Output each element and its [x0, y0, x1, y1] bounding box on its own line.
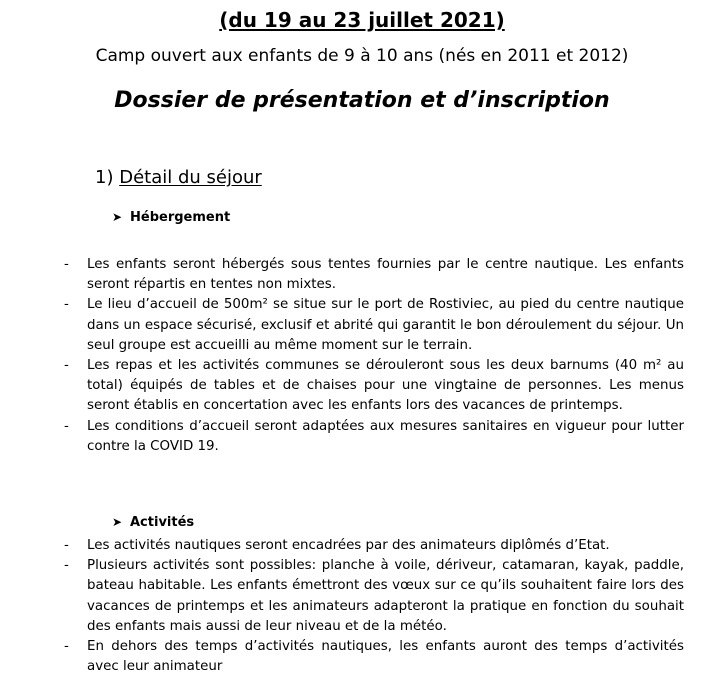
dash-bullet: - [64, 538, 69, 553]
list-item [60, 295, 684, 356]
subheading-hebergement-label: Hébergement [130, 210, 231, 225]
dash-bullet: - [64, 297, 69, 313]
arrow-bullet-icon: ➤ [112, 515, 123, 529]
list-item-text: En dehors des temps d’activités nautiques, les enfants auront des temps d’activités avec leur animateur [87, 639, 684, 675]
list-item-text: Les enfants seront hébergés sous tentes fournies par le centre nautique. Les enfants seront répartis en tentes non mixtes. [87, 257, 684, 293]
document-title: Dossier de présentation et d’inscription [114, 88, 610, 113]
activites-list [60, 536, 684, 675]
section-heading [95, 167, 262, 188]
hebergement-list [60, 255, 684, 457]
list-item [60, 637, 684, 675]
list-item [60, 356, 684, 417]
list-item [60, 417, 684, 457]
list-item-text: Le lieu d’accueil de 500m² se situe sur le port de Rostiviec, au pied du centre nautique dans un espace sécurisé, exclusif et abrité qui garantit le bon déroulement du séjour. Un seul groupe est accueilli au même moment sur le terrain. [87, 297, 684, 353]
camp-dates: (du 19 au 23 juillet 2021) [219, 8, 505, 32]
dash-bullet: - [64, 358, 69, 374]
subheading-activites [112, 515, 194, 530]
subheading-hebergement [112, 210, 230, 225]
list-item [60, 556, 684, 637]
section-title: Détail du séjour [119, 167, 262, 188]
dash-bullet: - [64, 257, 69, 272]
list-item-text: Les repas et les activités communes se dérouleront sous les deux barnums (40 m² au total) équipés de tables et de chaises pour une vingtaine de personnes. Les menus seront établis en concertation avec les enfants lors des vacances de printemps. [87, 358, 684, 414]
arrow-bullet-icon: ➤ [112, 210, 123, 224]
list-item-text: Les conditions d’accueil seront adaptées aux mesures sanitaires en vigueur pour lutter contre la COVID 19. [87, 418, 684, 454]
list-item [60, 536, 684, 556]
dash-bullet: - [64, 558, 69, 574]
section-number: 1) [95, 167, 120, 188]
camp-age-info: Camp ouvert aux enfants de 9 à 10 ans (nés en 2011 et 2012) [95, 46, 629, 66]
list-item-text: Plusieurs activités sont possibles: planche à voile, dériveur, catamaran, kayak, paddle, bateau habitable. Les enfants émettront des vœux sur ce qu’ils souhaitent faire lors des vacances de printemps et les animateurs adapteront la pratique en fonction du souhait des enfants mais aussi de leur niveau et de la météo. [87, 558, 684, 634]
list-item-text: Les activités nautiques seront encadrées par des animateurs diplômés d’Etat. [87, 538, 610, 553]
subheading-activites-label: Activités [130, 515, 195, 530]
dash-bullet: - [64, 418, 69, 434]
list-item [60, 255, 684, 295]
dash-bullet: - [64, 639, 69, 655]
